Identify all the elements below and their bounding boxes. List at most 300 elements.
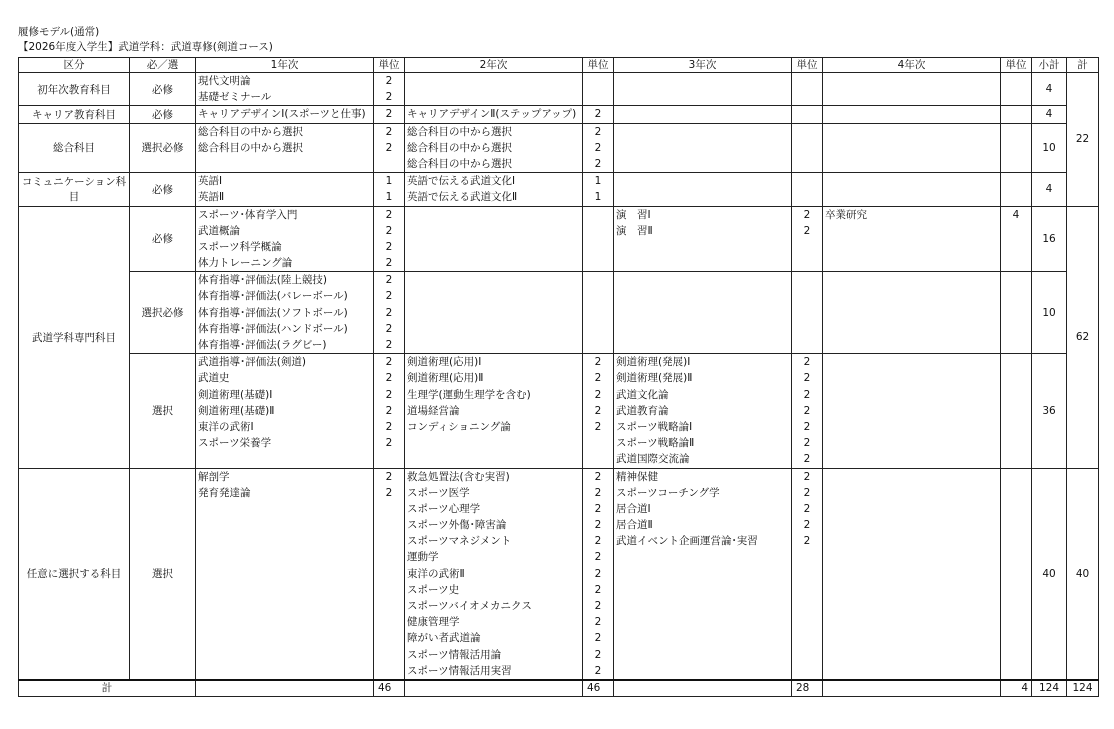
empty-line: [1001, 485, 1031, 501]
units-cell-y3: [792, 173, 823, 206]
course-name: 剣道術理(応用)Ⅰ: [407, 356, 482, 369]
course-units: 2: [594, 583, 602, 596]
course-units: 2: [803, 388, 811, 401]
empty-line: [196, 663, 373, 679]
course-units: 2: [594, 519, 602, 532]
category-cell: 初年次教育科目: [19, 73, 130, 106]
empty-line: [823, 517, 1000, 533]
empty-line: [614, 663, 791, 679]
course-name: スポーツマネジメント: [407, 535, 512, 548]
type-cell: 選択必修: [130, 123, 196, 173]
units-cell-y2: [583, 123, 614, 173]
empty-line: [405, 89, 582, 105]
empty-line: [614, 73, 791, 89]
empty-line: [583, 239, 613, 255]
empty-line: [823, 305, 1000, 321]
course-cell-y3: [614, 354, 792, 468]
course-cell-y2: [405, 468, 583, 680]
empty-line: [583, 337, 613, 353]
empty-line: [196, 156, 373, 172]
row-comm: [19, 173, 1099, 206]
empty-line: [792, 189, 822, 205]
course-name: スポーツ情報活用実習: [407, 664, 512, 677]
caption-course-title: 【2026年度入学生】武道学科：武道専修(剣道コース): [18, 41, 273, 53]
course-units: 2: [385, 257, 393, 270]
units-cell-y4: [1001, 123, 1032, 173]
empty-line: [1001, 663, 1031, 679]
empty-line: [405, 451, 582, 467]
empty-line: [792, 549, 822, 565]
course-name: スポーツバイオメカニクス: [407, 600, 532, 612]
empty-line: [374, 501, 404, 517]
course-name: 総合科目の中から選択: [407, 125, 512, 138]
empty-line: [405, 239, 582, 255]
course-units: 4: [1012, 208, 1020, 221]
units-cell-y2: [583, 206, 614, 272]
course-name: 演 習Ⅰ: [616, 208, 651, 221]
row-senmon-sentaku: [19, 354, 1099, 468]
header-units3: 単位: [792, 58, 823, 73]
empty-line: [1001, 614, 1031, 630]
course-units: 2: [803, 502, 811, 515]
course-units: 2: [803, 486, 811, 499]
header-hitsu-sen: 必／選: [130, 58, 196, 73]
course-cell-y4: [823, 106, 1001, 123]
course-units: 2: [803, 356, 811, 369]
course-units: 2: [803, 404, 811, 417]
empty-line: [1001, 517, 1031, 533]
empty-line: [823, 73, 1000, 89]
empty-line: [823, 337, 1000, 353]
header-year2: 2年次: [405, 58, 583, 73]
empty-line: [1001, 173, 1031, 189]
empty-line: [823, 223, 1000, 239]
units-cell-y3: [792, 468, 823, 680]
empty-line: [614, 630, 791, 646]
empty-line: [583, 255, 613, 271]
empty-line: [405, 337, 582, 353]
course-units: 2: [385, 91, 393, 104]
type-cell: 必修: [130, 173, 196, 206]
course-name: コンディショニング論: [407, 420, 511, 433]
totals-units4: 4: [1001, 680, 1032, 697]
header-row: [19, 58, 1099, 73]
course-units: 2: [385, 388, 393, 401]
empty-line: [792, 288, 822, 304]
empty-line: [614, 288, 791, 304]
course-cell-y4: [823, 468, 1001, 680]
units-cell-y1: [374, 206, 405, 272]
empty-line: [792, 156, 822, 172]
empty-line: [823, 239, 1000, 255]
empty-line: [823, 403, 1000, 419]
type-cell: 必修: [130, 106, 196, 123]
empty-line: [823, 124, 1000, 140]
units-cell-y3: [792, 106, 823, 123]
empty-line: [583, 321, 613, 337]
header-subtotal: 小計: [1032, 58, 1067, 73]
empty-line: [614, 89, 791, 105]
type-cell: 必修: [130, 206, 196, 272]
subtotal-cell: 10: [1032, 123, 1067, 173]
empty-line: [614, 549, 791, 565]
category-cell: 総合科目: [19, 123, 130, 173]
empty-line: [823, 598, 1000, 614]
empty-line: [1001, 501, 1031, 517]
empty-line: [823, 354, 1000, 370]
course-units: 2: [385, 437, 393, 450]
empty-line: [1001, 124, 1031, 140]
course-name: 居合道Ⅱ: [616, 519, 653, 532]
empty-line: [823, 469, 1000, 485]
course-name: スポーツ医学: [407, 486, 470, 499]
empty-line: [792, 173, 822, 189]
course-cell-y2: [405, 123, 583, 173]
subtotal-cell: 4: [1032, 106, 1067, 123]
subtotal-cell: 36: [1032, 354, 1067, 468]
course-units: 2: [385, 404, 393, 417]
empty-line: [196, 647, 373, 663]
course-units: 2: [803, 372, 811, 385]
course-units: 2: [594, 648, 602, 661]
empty-line: [823, 189, 1000, 205]
empty-line: [614, 321, 791, 337]
empty-line: [1001, 387, 1031, 403]
empty-line: [1001, 305, 1031, 321]
course-name: スポーツ心理学: [407, 502, 481, 515]
empty-line: [823, 501, 1000, 517]
empty-line: [823, 451, 1000, 467]
course-name: 体育指導･評価法(バレーボール): [198, 290, 348, 303]
empty-line: [792, 305, 822, 321]
course-units: 2: [594, 502, 602, 515]
empty-line: [1001, 630, 1031, 646]
empty-line: [614, 173, 791, 189]
course-name: 武道イベント企画運営論･実習: [616, 535, 758, 548]
course-name: 発育発達論: [198, 486, 251, 499]
course-units: 2: [385, 339, 393, 351]
empty-line: [196, 598, 373, 614]
course-name: スポーツ外傷･障害論: [407, 519, 507, 532]
course-units: 2: [594, 388, 602, 401]
empty-line: [374, 533, 404, 549]
units-cell-y4: [1001, 173, 1032, 206]
empty-line: [823, 630, 1000, 646]
empty-line: [614, 124, 791, 140]
empty-line: [614, 305, 791, 321]
empty-line: [1001, 647, 1031, 663]
empty-line: [792, 663, 822, 679]
empty-line: [1001, 106, 1031, 122]
empty-line: [374, 517, 404, 533]
course-name: 英語Ⅱ: [198, 191, 225, 204]
empty-line: [196, 501, 373, 517]
course-units: 2: [385, 306, 393, 319]
course-units: 2: [385, 420, 393, 433]
course-name: スポーツ科学概論: [198, 240, 282, 253]
empty-line: [1001, 566, 1031, 582]
empty-line: [1001, 354, 1031, 370]
empty-line: [405, 255, 582, 271]
empty-line: [823, 566, 1000, 582]
empty-line: [792, 598, 822, 614]
empty-line: [1001, 403, 1031, 419]
empty-line: [374, 647, 404, 663]
units-cell-y1: [374, 123, 405, 173]
empty-line: [1001, 73, 1031, 89]
empty-line: [1001, 255, 1031, 271]
empty-line: [1001, 337, 1031, 353]
empty-line: [1001, 370, 1031, 386]
empty-line: [792, 73, 822, 89]
empty-line: [823, 89, 1000, 105]
course-name: 体力トレーニング論: [198, 257, 293, 270]
totals-units2: 46: [583, 680, 614, 697]
header-year4: 4年次: [823, 58, 1001, 73]
course-units: 2: [594, 470, 602, 483]
empty-line: [374, 663, 404, 679]
course-cell-y2: [405, 73, 583, 106]
course-cell-y3: [614, 173, 792, 206]
empty-line: [1001, 239, 1031, 255]
course-cell-y2: [405, 106, 583, 123]
empty-line: [583, 89, 613, 105]
empty-line: [823, 255, 1000, 271]
course-name: キャリアデザインⅡ(ステップアップ): [407, 108, 577, 121]
course-name: 総合科目の中から選択: [407, 141, 512, 154]
course-units: 2: [385, 141, 393, 154]
empty-line: [823, 485, 1000, 501]
course-units: 2: [594, 600, 602, 612]
course-units: 2: [594, 125, 602, 138]
course-units: 2: [594, 141, 602, 154]
empty-line: [1001, 156, 1031, 172]
totals-year4-blank: [823, 680, 1001, 697]
course-units: 2: [594, 535, 602, 548]
course-cell-y1: [196, 173, 374, 206]
course-units: 1: [385, 175, 393, 188]
course-name: 武道国際交流論: [616, 453, 690, 466]
course-units: 2: [385, 486, 393, 499]
course-name: 体育指導･評価法(ラグビー): [198, 339, 327, 351]
category-cell: 武道学科専門科目: [19, 206, 130, 468]
course-units: 2: [385, 322, 393, 335]
empty-line: [1001, 419, 1031, 435]
course-units: 2: [803, 453, 811, 466]
units-cell-y3: [792, 354, 823, 468]
course-units: 2: [803, 437, 811, 450]
course-cell-y2: [405, 206, 583, 272]
totals-year2-blank: [405, 680, 583, 697]
units-cell-y2: [583, 173, 614, 206]
header-total: 計: [1067, 58, 1099, 73]
course-units: 1: [594, 191, 602, 204]
course-cell-y1: [196, 468, 374, 680]
empty-line: [1001, 598, 1031, 614]
course-name: スポーツコーチング学: [616, 486, 720, 499]
course-name: スポーツ戦略論Ⅱ: [616, 437, 695, 450]
empty-line: [823, 419, 1000, 435]
empty-line: [792, 337, 822, 353]
header-year1: 1年次: [196, 58, 374, 73]
course-units: 2: [803, 420, 811, 433]
course-units: 2: [594, 356, 602, 369]
course-name: 武道指導･評価法(剣道): [198, 356, 306, 369]
course-name: 英語で伝える武道文化Ⅰ: [407, 175, 516, 188]
empty-line: [792, 272, 822, 288]
units-cell-y3: [792, 123, 823, 173]
course-cell-y2: [405, 173, 583, 206]
empty-line: [196, 533, 373, 549]
units-cell-y1: [374, 73, 405, 106]
totals-total: 124: [1067, 680, 1099, 697]
empty-line: [823, 387, 1000, 403]
subtotal-cell: 4: [1032, 73, 1067, 106]
totals-units3: 28: [792, 680, 823, 697]
course-name: 武道文化論: [616, 388, 669, 401]
empty-line: [614, 598, 791, 614]
header-units1: 単位: [374, 58, 405, 73]
course-name: 剣道術理(応用)Ⅱ: [407, 372, 484, 385]
total-cell-senmon: 62: [1067, 206, 1099, 468]
type-cell: 選択必修: [130, 272, 196, 354]
course-name: 東洋の武術Ⅱ: [407, 567, 465, 580]
course-units: 2: [803, 224, 811, 237]
units-cell-y4: [1001, 468, 1032, 680]
empty-line: [196, 630, 373, 646]
empty-line: [792, 106, 822, 122]
empty-line: [823, 533, 1000, 549]
empty-line: [583, 223, 613, 239]
course-cell-y1: [196, 206, 374, 272]
course-cell-y3: [614, 123, 792, 173]
empty-line: [823, 156, 1000, 172]
empty-line: [614, 255, 791, 271]
course-units: 2: [803, 535, 811, 548]
empty-line: [823, 614, 1000, 630]
course-cell-y4: [823, 73, 1001, 106]
course-cell-y3: [614, 206, 792, 272]
empty-line: [1001, 288, 1031, 304]
empty-line: [1001, 272, 1031, 288]
course-units: 2: [385, 208, 393, 221]
empty-line: [583, 207, 613, 223]
course-units: 2: [385, 240, 393, 253]
empty-line: [374, 549, 404, 565]
units-cell-y2: [583, 106, 614, 123]
course-units: 2: [594, 420, 602, 433]
units-cell-y1: [374, 354, 405, 468]
course-name: 現代文明論: [198, 75, 251, 87]
empty-line: [792, 124, 822, 140]
empty-line: [792, 566, 822, 582]
course-units: 2: [594, 616, 602, 629]
totals-year3-blank: [614, 680, 792, 697]
empty-line: [823, 140, 1000, 156]
units-cell-y3: [792, 272, 823, 354]
empty-line: [196, 614, 373, 630]
empty-line: [374, 614, 404, 630]
empty-line: [614, 566, 791, 582]
course-name: 総合科目の中から選択: [407, 157, 512, 170]
course-name: 運動学: [407, 551, 439, 564]
course-name: 武道概論: [198, 224, 240, 237]
course-name: 卒業研究: [825, 208, 867, 221]
course-units: 2: [385, 290, 393, 303]
empty-line: [405, 435, 582, 451]
curriculum-table: [18, 57, 1099, 697]
course-name: 武道史: [198, 372, 230, 385]
empty-line: [614, 140, 791, 156]
course-name: 道場経営論: [407, 404, 460, 417]
course-units: 2: [594, 486, 602, 499]
course-units: 2: [385, 274, 393, 287]
course-name: 演 習Ⅱ: [616, 224, 653, 237]
empty-line: [374, 156, 404, 172]
units-cell-y3: [792, 206, 823, 272]
empty-line: [792, 255, 822, 271]
course-units: 2: [594, 567, 602, 580]
empty-line: [792, 239, 822, 255]
units-cell-y4: [1001, 73, 1032, 106]
course-units: 1: [594, 175, 602, 188]
course-name: 障がい者武道論: [407, 632, 481, 645]
course-cell-y1: [196, 106, 374, 123]
empty-line: [1001, 451, 1031, 467]
units-cell-y1: [374, 468, 405, 680]
course-name: 東洋の武術Ⅰ: [198, 420, 254, 433]
type-cell: 選択: [130, 468, 196, 680]
empty-line: [823, 321, 1000, 337]
row-shonen: [19, 73, 1099, 106]
course-cell-y1: [196, 272, 374, 354]
course-cell-y3: [614, 468, 792, 680]
empty-line: [792, 647, 822, 663]
course-units: 2: [385, 224, 393, 237]
empty-line: [1001, 582, 1031, 598]
empty-line: [374, 451, 404, 467]
category-cell: 任意に選択する科目: [19, 468, 130, 680]
course-cell-y3: [614, 272, 792, 354]
empty-line: [823, 288, 1000, 304]
totals-year1-blank: [196, 680, 374, 697]
empty-line: [583, 73, 613, 89]
empty-line: [1001, 89, 1031, 105]
header-units4: 単位: [1001, 58, 1032, 73]
course-units: 2: [385, 108, 393, 121]
course-units: 2: [385, 372, 393, 385]
empty-line: [196, 517, 373, 533]
course-units: 2: [594, 664, 602, 677]
course-name: 総合科目の中から選択: [198, 125, 303, 138]
course-cell-y4: [823, 354, 1001, 468]
course-name: 体育指導･評価法(ハンドボール): [198, 322, 348, 335]
course-cell-y4: [823, 173, 1001, 206]
course-name: 剣道術理(基礎)Ⅱ: [198, 404, 275, 417]
type-cell: 選択: [130, 354, 196, 468]
empty-line: [1001, 435, 1031, 451]
course-name: 英語で伝える武道文化Ⅱ: [407, 191, 518, 204]
totals-units1: 46: [374, 680, 405, 697]
row-senmon-sentaku-hisshu: [19, 272, 1099, 354]
empty-line: [374, 598, 404, 614]
course-units: 2: [803, 519, 811, 532]
empty-line: [614, 614, 791, 630]
units-cell-y4: [1001, 272, 1032, 354]
units-cell-y3: [792, 73, 823, 106]
course-units: 1: [385, 191, 393, 204]
category-cell: コミュニケーション科目: [19, 173, 130, 206]
